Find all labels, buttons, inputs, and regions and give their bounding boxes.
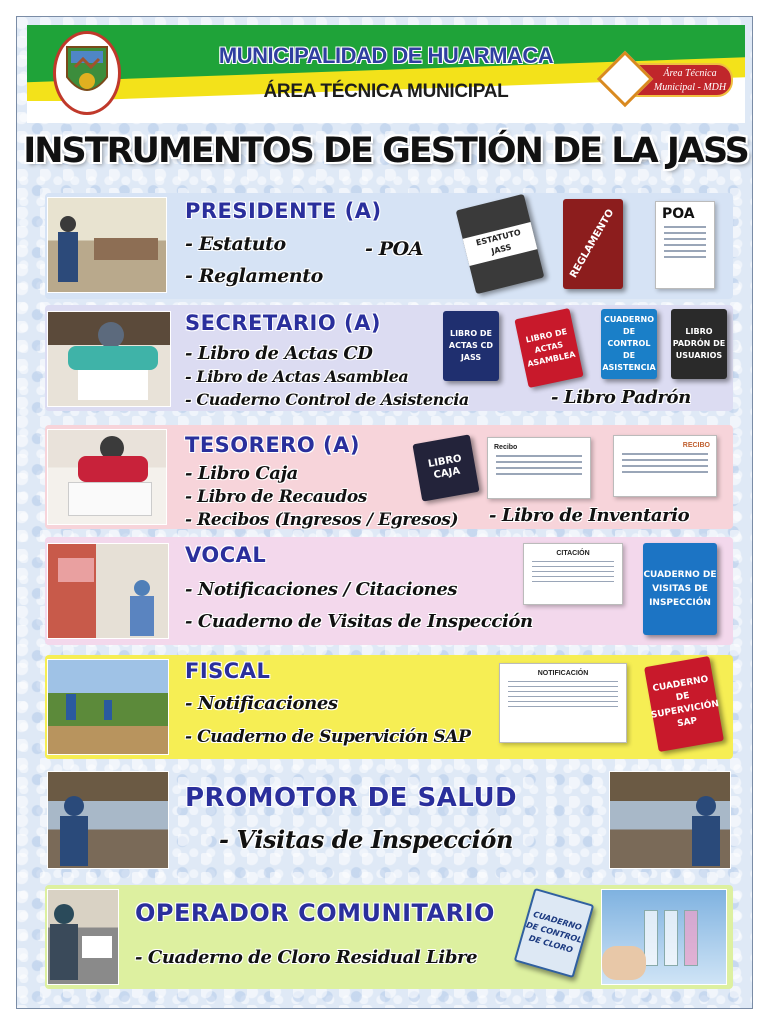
book-cuaderno-visitas: CUADERNO DE VISITAS DE INSPECCIÓN [643, 543, 717, 635]
row-operador [45, 885, 733, 989]
role-secretario: SECRETARIO (A) [185, 311, 381, 335]
photo-tesorero [47, 429, 167, 525]
row-secretario [45, 305, 733, 411]
book-cuaderno-cloro: CUADERNO DE CONTROL DE CLORO [514, 888, 595, 978]
photo-operador [47, 889, 119, 985]
item-libro-actas-asamblea: - Libro de Actas Asamblea [185, 367, 409, 386]
photo-chlorine-test [601, 889, 727, 985]
photo-presidente [47, 197, 167, 293]
book-actas-cd: LIBRO DE ACTAS CD JASS [443, 311, 499, 381]
photo-promotor-left [47, 771, 169, 869]
doc-poa: POA [655, 201, 715, 289]
item-cuaderno-supervicion: - Cuaderno de Supervición SAP [185, 727, 471, 747]
photo-secretario [47, 311, 171, 407]
doc-citacion: CITACIÓN [523, 543, 623, 605]
item-libro-actas-cd: - Libro de Actas CD [185, 343, 373, 364]
poster [16, 16, 753, 1009]
item-estatuto: - Estatuto [185, 233, 286, 255]
book-control-asistencia: CUADERNO DE CONTROL DE ASISTENCIA [601, 309, 657, 379]
item-notificaciones-citaciones: - Notificaciones / Citaciones [185, 579, 458, 600]
role-fiscal: FISCAL [185, 659, 271, 683]
book-actas-asamblea: LIBRO DE ACTAS ASAMBLEA [514, 308, 583, 388]
photo-promotor-right [609, 771, 731, 869]
role-tesorero: TESORERO (A) [185, 433, 360, 457]
row-fiscal [45, 655, 733, 759]
role-presidente: PRESIDENTE (A) [185, 199, 382, 223]
row-presidente [45, 193, 733, 299]
item-recibos: - Recibos (Ingresos / Egresos) [185, 510, 459, 530]
area-badge-text: Área Técnica Municipal - MDH [653, 68, 727, 93]
item-libro-recaudos: - Libro de Recaudos [185, 487, 367, 507]
item-visitas-inspeccion: - Visitas de Inspección [219, 825, 514, 854]
area-name: ÁREA TÉCNICA MUNICIPAL [263, 81, 509, 102]
book-estatuto: ESTATUTO JASS [456, 194, 545, 294]
photo-vocal [47, 543, 169, 639]
book-reglamento: REGLAMENTO [563, 199, 623, 289]
item-notificaciones: - Notificaciones [185, 693, 338, 714]
row-promotor [45, 769, 733, 871]
item-libro-caja: - Libro Caja [185, 463, 298, 484]
doc-recibo-ingresos: Recibo [487, 437, 591, 499]
item-reglamento: - Reglamento [185, 265, 323, 287]
item-cuaderno-cloro: - Cuaderno de Cloro Residual Libre [135, 947, 478, 968]
area-badge [611, 63, 733, 97]
item-libro-inventario: - Libro de Inventario [489, 505, 690, 526]
book-padron-usuarios: LIBRO PADRÓN DE USUARIOS [671, 309, 727, 379]
page-title: INSTRUMENTOS DE GESTIÓN DE LA JASS [23, 131, 748, 171]
role-promotor: PROMOTOR DE SALUD [185, 783, 518, 813]
item-cuaderno-asistencia: - Cuaderno Control de Asistencia [185, 390, 469, 409]
item-poa: - POA [365, 238, 424, 260]
book-cuaderno-supervicion: CUADERNO DE SUPERVICIÓN SAP [644, 656, 724, 752]
row-tesorero [45, 425, 733, 529]
header-banner [27, 25, 745, 123]
municipality-name: MUNICIPALIDAD DE HUARMACA [218, 43, 554, 68]
book-libro-caja: LIBRO CAJA [412, 434, 479, 501]
role-operador: OPERADOR COMUNITARIO [135, 899, 495, 927]
doc-notificacion: NOTIFICACIÓN [499, 663, 627, 743]
item-cuaderno-visitas: - Cuaderno de Visitas de Inspección [185, 611, 533, 632]
row-vocal [45, 537, 733, 645]
role-vocal: VOCAL [185, 543, 267, 567]
doc-recibo-egresos: RECIBO [613, 435, 717, 497]
item-libro-padron: - Libro Padrón [551, 387, 691, 408]
photo-fiscal [47, 659, 169, 755]
